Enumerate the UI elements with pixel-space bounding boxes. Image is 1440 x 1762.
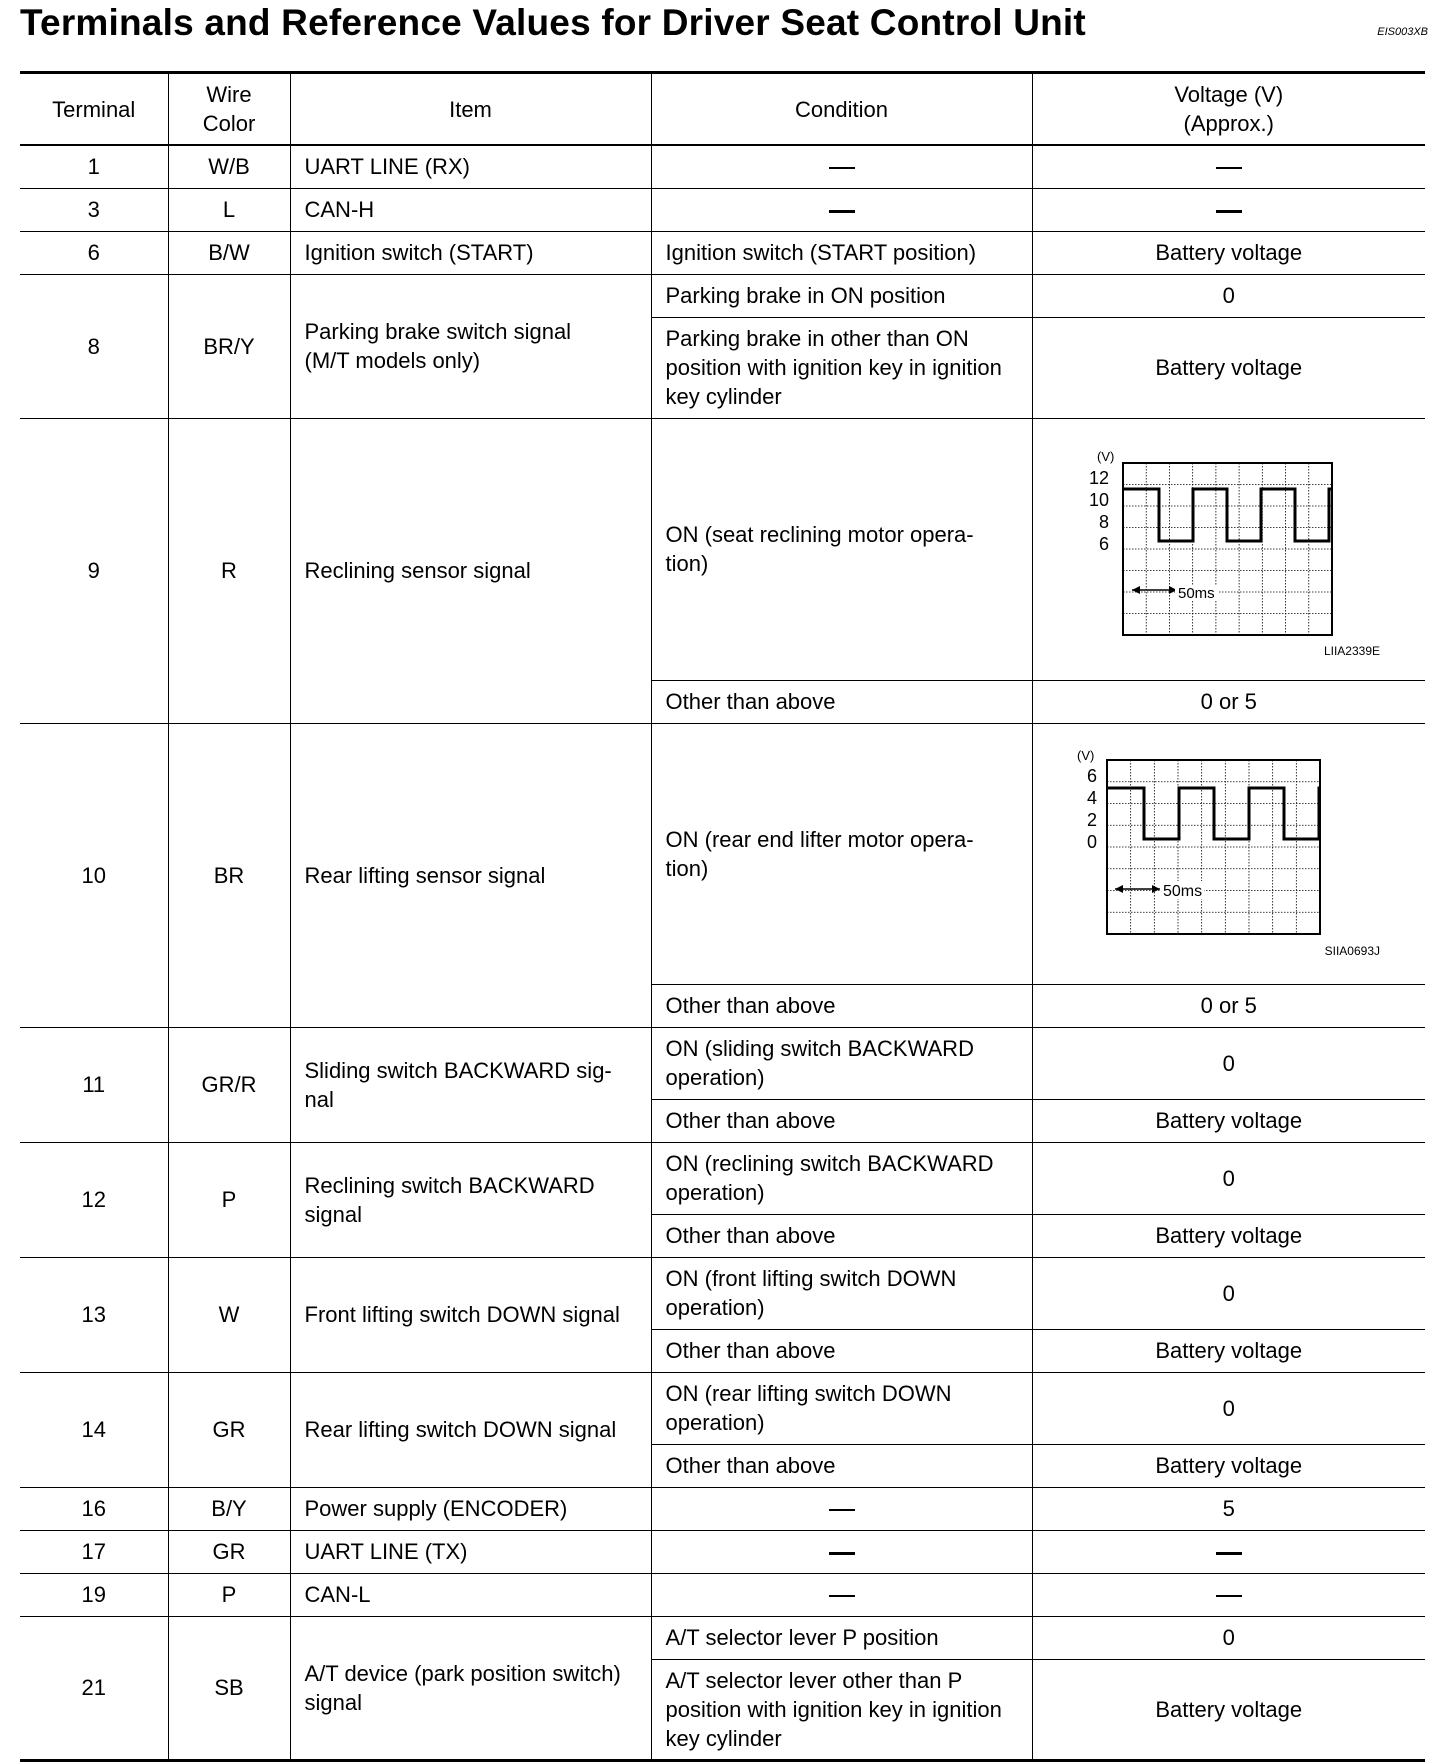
wire-cell: L [168, 188, 290, 231]
y-tick-label: 6 [1098, 533, 1109, 554]
dash-mark [1216, 210, 1242, 213]
condition-cell: Ignition switch (START position) [651, 231, 1032, 274]
period-label: 50ms [1162, 882, 1202, 900]
table-row [20, 1372, 1425, 1444]
condition-cell: Parking brake in ON position [651, 274, 1032, 317]
reclining-sensor-waveform [1037, 423, 1430, 669]
voltage-cell [1032, 1573, 1425, 1616]
wire-cell: W [168, 1257, 290, 1372]
y-tick-label: 10 [1088, 489, 1109, 510]
y-tick-label: 0 [1086, 831, 1097, 852]
voltage-cell: 0 [1032, 1372, 1425, 1444]
y-tick-label: 12 [1088, 467, 1109, 488]
wire-cell: R [168, 418, 290, 723]
table-row [20, 188, 1425, 231]
voltage-cell [1032, 723, 1425, 984]
voltage-cell [1032, 1530, 1425, 1573]
header-wire-color: Wire Color [168, 73, 290, 146]
condition-cell: ON (rear end lifter motor opera- tion) [651, 723, 1032, 984]
header-item: Item [290, 73, 651, 146]
dash-mark [1216, 1595, 1242, 1597]
condition-cell: Other than above [651, 680, 1032, 723]
item-cell: Rear lifting sensor signal [290, 723, 651, 1027]
voltage-cell: 0 [1032, 1616, 1425, 1659]
y-tick-label: 4 [1086, 787, 1097, 808]
condition-cell: Other than above [651, 1329, 1032, 1372]
item-cell: UART LINE (TX) [290, 1530, 651, 1573]
terminal-cell: 17 [20, 1530, 168, 1573]
figure-id: LIIA2339E [1323, 643, 1380, 658]
table-row [20, 1257, 1425, 1329]
item-cell: Parking brake switch signal (M/T models only) [290, 274, 651, 418]
condition-cell: ON (seat reclining motor opera- tion) [651, 418, 1032, 680]
table-row [20, 231, 1425, 274]
dash-mark [1216, 1552, 1242, 1555]
wire-cell: B/Y [168, 1487, 290, 1530]
voltage-cell: Battery voltage [1032, 317, 1425, 418]
table-row [20, 1142, 1425, 1214]
condition-cell: ON (rear lifting switch DOWN operation) [651, 1372, 1032, 1444]
item-cell: UART LINE (RX) [290, 145, 651, 188]
condition-cell: ON (reclining switch BACKWARD operation) [651, 1142, 1032, 1214]
voltage-cell: 0 [1032, 274, 1425, 317]
terminal-cell: 16 [20, 1487, 168, 1530]
page-title: Terminals and Reference Values for Driver Seat Control Unit [20, 2, 1086, 43]
rear-lifting-sensor-waveform [1037, 728, 1430, 973]
voltage-cell: Battery voltage [1032, 231, 1425, 274]
item-cell: CAN-H [290, 188, 651, 231]
header-voltage: Voltage (V) (Approx.) [1032, 73, 1425, 146]
y-tick-label: 8 [1098, 511, 1109, 532]
wire-cell: BR/Y [168, 274, 290, 418]
terminal-cell: 14 [20, 1372, 168, 1487]
terminal-cell: 1 [20, 145, 168, 188]
voltage-cell: Battery voltage [1032, 1444, 1425, 1487]
terminal-cell: 6 [20, 231, 168, 274]
figure-id: SIIA0693J [1324, 943, 1380, 958]
condition-cell: Parking brake in other than ON position with ignition key in ignition key cylinder [651, 317, 1032, 418]
table-row [20, 1027, 1425, 1099]
dash-mark [1216, 167, 1242, 169]
item-cell: Reclining sensor signal [290, 418, 651, 723]
terminal-cell: 9 [20, 418, 168, 723]
header-terminal: Terminal [20, 73, 168, 146]
terminal-cell: 3 [20, 188, 168, 231]
voltage-cell: 0 or 5 [1032, 984, 1425, 1027]
wire-cell: GR [168, 1530, 290, 1573]
voltage-cell: 0 or 5 [1032, 680, 1425, 723]
header-row [20, 73, 1425, 146]
waveform-grid-1 [1123, 463, 1332, 635]
item-cell: Reclining switch BACKWARD signal [290, 1142, 651, 1257]
voltage-cell: 0 [1032, 1027, 1425, 1099]
table-row [20, 274, 1425, 317]
table-row [20, 723, 1425, 984]
terminal-cell: 21 [20, 1616, 168, 1760]
voltage-cell: 0 [1032, 1257, 1425, 1329]
condition-cell: Other than above [651, 1444, 1032, 1487]
voltage-cell: Battery voltage [1032, 1099, 1425, 1142]
wire-cell: GR [168, 1372, 290, 1487]
condition-cell: Other than above [651, 1214, 1032, 1257]
voltage-cell: Battery voltage [1032, 1659, 1425, 1760]
item-cell: Front lifting switch DOWN signal [290, 1257, 651, 1372]
terminal-cell: 13 [20, 1257, 168, 1372]
voltage-cell: 5 [1032, 1487, 1425, 1530]
table-row [20, 1573, 1425, 1616]
table-row [20, 1487, 1425, 1530]
dash-mark [829, 1552, 855, 1555]
item-cell: CAN-L [290, 1573, 651, 1616]
item-cell: Sliding switch BACKWARD sig- nal [290, 1027, 651, 1142]
condition-cell [651, 145, 1032, 188]
condition-cell [651, 1573, 1032, 1616]
condition-cell [651, 188, 1032, 231]
voltage-cell [1032, 145, 1425, 188]
voltage-cell: Battery voltage [1032, 1329, 1425, 1372]
dash-mark [829, 1509, 855, 1511]
condition-cell [651, 1487, 1032, 1530]
dash-mark [829, 210, 855, 213]
dash-mark [829, 167, 855, 169]
table-row [20, 1616, 1425, 1659]
item-cell: Rear lifting switch DOWN signal [290, 1372, 651, 1487]
header-condition: Condition [651, 73, 1032, 146]
condition-cell: ON (sliding switch BACKWARD operation) [651, 1027, 1032, 1099]
condition-cell: ON (front lifting switch DOWN operation) [651, 1257, 1032, 1329]
terminals-table [20, 71, 1425, 1762]
wire-cell: P [168, 1573, 290, 1616]
terminal-cell: 19 [20, 1573, 168, 1616]
terminal-cell: 12 [20, 1142, 168, 1257]
unit-label: (V) [1076, 747, 1094, 763]
table-row [20, 1530, 1425, 1573]
condition-cell: A/T selector lever P position [651, 1616, 1032, 1659]
wire-cell: GR/R [168, 1027, 290, 1142]
voltage-cell: Battery voltage [1032, 1214, 1425, 1257]
table-row [20, 145, 1425, 188]
wire-cell: P [168, 1142, 290, 1257]
unit-label: (V) [1096, 448, 1114, 464]
condition-cell [651, 1530, 1032, 1573]
period-label: 50ms [1177, 584, 1215, 602]
item-cell: Power supply (ENCODER) [290, 1487, 651, 1530]
condition-cell: A/T selector lever other than P position with ignition key in ignition key cylinder [651, 1659, 1032, 1760]
voltage-cell [1032, 188, 1425, 231]
y-tick-label: 6 [1086, 765, 1097, 786]
terminal-cell: 8 [20, 274, 168, 418]
voltage-cell: 0 [1032, 1142, 1425, 1214]
terminal-cell: 10 [20, 723, 168, 1027]
terminal-cell: 11 [20, 1027, 168, 1142]
wire-cell: SB [168, 1616, 290, 1760]
wire-cell: BR [168, 723, 290, 1027]
voltage-cell [1032, 418, 1425, 680]
waveform-grid-2 [1107, 760, 1320, 934]
y-tick-label: 2 [1086, 809, 1097, 830]
table-row [20, 418, 1425, 680]
wire-cell: W/B [168, 145, 290, 188]
wire-cell: B/W [168, 231, 290, 274]
item-cell: Ignition switch (START) [290, 231, 651, 274]
document-code: EIS003XB [1377, 26, 1428, 38]
dash-mark [829, 1595, 855, 1597]
item-cell: A/T device (park position switch) signal [290, 1616, 651, 1760]
condition-cell: Other than above [651, 984, 1032, 1027]
condition-cell: Other than above [651, 1099, 1032, 1142]
